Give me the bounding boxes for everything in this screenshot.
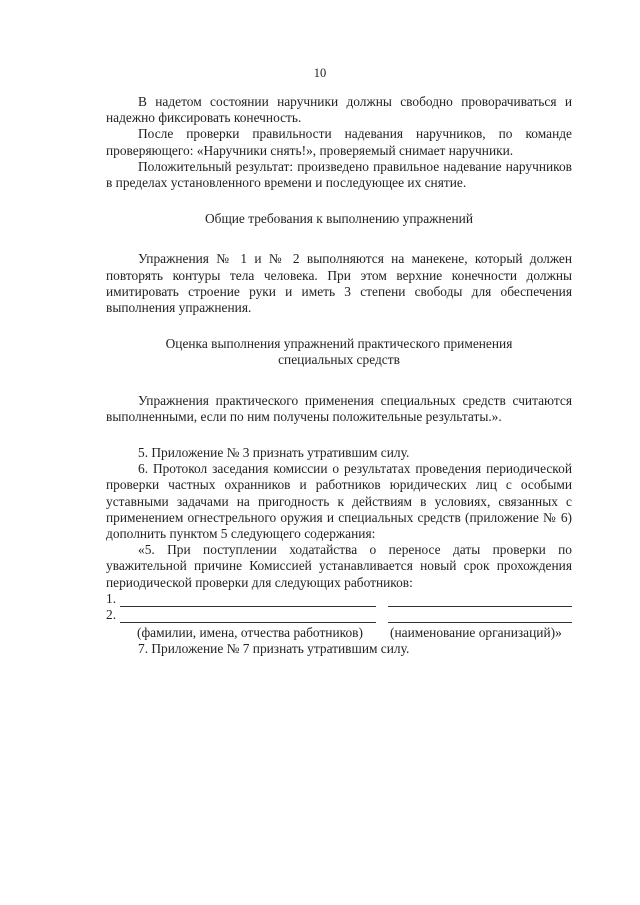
heading-evaluation-line2: специальных средств [278, 352, 400, 368]
fill-row-2 [106, 607, 572, 623]
fill-row-number: 2. [106, 607, 117, 623]
fill-row-number: 1. [106, 590, 117, 606]
caption-names: (фамилии, имена, отчества работников) [137, 625, 363, 641]
item-7: 7. Приложение № 7 признать утратившим силу. [138, 641, 410, 657]
blank-line-organizations [388, 594, 572, 607]
heading-general-requirements: Общие требования к выполнению упражнений [204, 211, 474, 227]
blank-captions [106, 625, 572, 641]
paragraph-evaluation: Упражнения практического применения специальных средств считаются выполненными, если по ним получены положительные результаты.». [106, 392, 572, 424]
heading-evaluation-line1: Оценка выполнения упражнений практического применения [165, 336, 513, 352]
paragraph-positive-result: Положительный результат: произведено правильное надевание наручников в пределах установленного времени и последующее их снятие. [106, 158, 572, 191]
paragraph-general-requirements: Упражнения № 1 и № 2 выполняются на манекене, который должен повторять контуры тела человека. При этом верхние конечности должны имитировать строение руки и иметь 3 степени свободы для обеспечения выполнения упражнения. [106, 251, 572, 316]
item-5: 5. Приложение № 3 признать утратившим силу. [138, 445, 410, 461]
blank-line-names [120, 610, 376, 623]
fill-row-1 [106, 591, 572, 607]
item-6: 6. Протокол заседания комиссии о результатах проведения периодической проверки частных охранников и работников юридических лиц с особыми уставными задачами на пригодность к действиям в условиях, связанных с применением огнестрельного оружия и специальных средств (приложение № 6) дополнить пунктом 5 следующего содержания: [106, 461, 572, 542]
blank-line-organizations [388, 610, 572, 623]
paragraph-handcuffs-fit: В надетом состоянии наручники должны свободно проворачиваться и надежно фиксировать конечность. [106, 94, 572, 126]
blank-line-names [120, 594, 376, 607]
paragraph-handcuffs-removal: После проверки правильности надевания наручников, по команде проверяющего: «Наручники снять!», проверяемый снимает наручники. [106, 126, 572, 158]
document-body [106, 94, 572, 658]
item-6-quote: «5. При поступлении ходатайства о переносе даты проверки по уважительной причине Комиссией устанавливается новый срок прохождения периодической проверки для следующих работников: [106, 542, 572, 590]
page-number: 10 [313, 66, 327, 80]
caption-organizations: (наименование организаций)» [390, 625, 562, 641]
